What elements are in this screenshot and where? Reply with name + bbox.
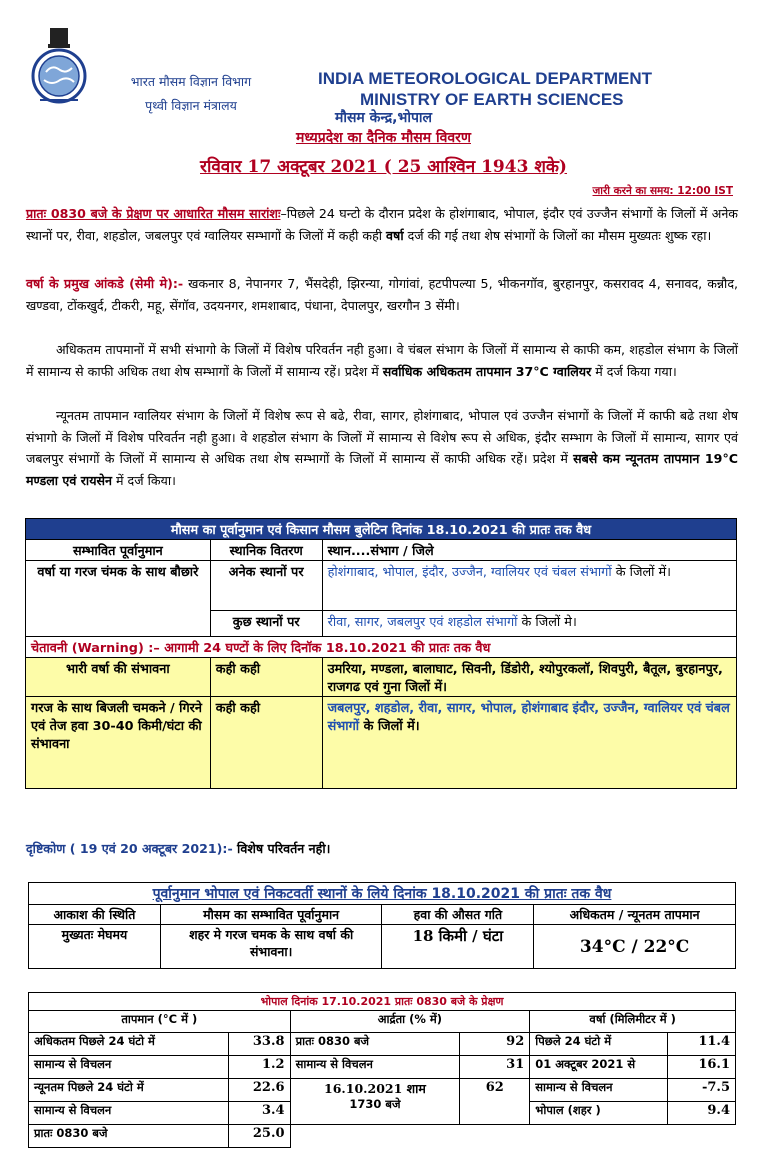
warning-row-2-places: जबलपुर, शहडोल, रीवा, सागर, भोपाल, होशंगाबाद इंदौर, उज्जैन, ग्वालियर एवं चंबल संभागों (327, 701, 730, 734)
warning-label: चेतावनी (Warning) :– (31, 641, 160, 656)
obs-humidity-value: 62 (460, 1079, 530, 1125)
forecast-row-1-dist: अनेक स्थानों पर (210, 561, 322, 611)
forecast-row-1-type: वर्षा या गरज चंमक के साथ बौछारे (26, 561, 211, 637)
outlook-label: दृष्टिकोण ( 19 एवं 20 अक्टूबर 2021):- (26, 841, 233, 856)
dept-english-line-1: INDIA METEOROLOGICAL DEPARTMENT (318, 69, 653, 88)
obs-temp-label: सामान्य से विचलन (29, 1056, 229, 1079)
obs-rain-label: पिछले 24 घंटो में (530, 1033, 668, 1056)
rain-header: वर्षा (मिलिमीटर में ) (530, 1011, 736, 1033)
obs-rain-label: सामान्य से विचलन (530, 1079, 668, 1102)
obs-rain-label: 01 अक्टूबर 2021 से (530, 1056, 668, 1079)
imd-emblem-icon (28, 28, 90, 106)
obs-rain-value: 16.1 (668, 1056, 736, 1079)
forecast-col-places: स्थान....संभाग / जिले (322, 540, 736, 561)
obs-humidity-value: 31 (460, 1056, 530, 1079)
max-temp-text-1: अधिकतम तापमानों में सभी संभागो के जिलों में विशेष परिवर्तन नही हुआ। वे चंबल संभाग के जिलों में सामान्य से काफी कम, शहडोल संभाग के जिलों में सामान्य से काफी अधिक तथा शेष सम्भागों के जिलों में सामान्य रहें। प्रदेश में (26, 342, 738, 379)
observation-title: भोपाल दिनांक 17.10.2021 प्रातः 0830 बजे के प्रेक्षण (29, 993, 736, 1011)
forecast-row-2-places-cell (322, 611, 736, 637)
report-date: रविवार 17 अक्टूबर 2021 ( 25 आश्विन 1943 शके) (200, 157, 567, 177)
summary-text-1: –पिछले 24 घन्टो के दौरान प्रदेश के होशंगाबाद, भोपाल, इंदौर एवं उज्जैन संभागों के जिलों में अनेक स्थानों पर, रीवा, शहडोल, जबलपुर एवं ग्वालियर सम्भागों के जिलों में कही कही (26, 206, 738, 243)
obs-temp-label: प्रातः 0830 बजे (29, 1125, 229, 1148)
obs-temp-value: 22.6 (228, 1079, 290, 1102)
summary-text-2: दर्ज की गई तथा शेष संभागों के जिलों का मौसम मुख्यतः शुष्क रहा। (403, 227, 712, 243)
page-title: मध्यप्रदेश का दैनिक मौसम विवरण (295, 130, 471, 146)
obs-humidity-value: 92 (460, 1033, 530, 1056)
warning-row-1-type: भारी वर्षा की संभावना (26, 658, 211, 697)
warning-row-2-places-cell (322, 697, 736, 789)
outlook (26, 840, 330, 857)
bhopal-col-weather: मौसम का सम्भावित पूर्वानुमान (160, 905, 382, 925)
rainfall-text: खकनार 8, नेपानगर 7, भैंसदेही, झिरन्या, गोगांवां, हटपीपल्या 5, भीकनगॉव, बुरहानपुर, कसरावद 4, सनावद, कन्नौद, खण्डवा, टोंकखुर्द, टीकरी, महू, सेंगॉव, उदयनगर, शमशाबाद, पंधाना, देपालपुर, खरगौन 3 सेंमी। (26, 276, 739, 313)
summary-label: प्रातः 0830 बजे के प्रेक्षण पर आधारित मौसम सारांशः (26, 206, 281, 221)
observation-table (28, 992, 736, 1148)
warning-text: आगामी 24 घण्टों के लिए दिनॉक 18.10.2021 की प्रातः तक वैध (159, 641, 491, 656)
warning-title (26, 637, 737, 658)
rainfall-paragraph (26, 273, 738, 316)
warning-row-2-suffix: के जिलों में। (359, 719, 420, 734)
obs-humidity-evening-cell (290, 1079, 460, 1125)
min-temp-bold: सबसे कम न्यूनतम तापमान 19°C मण्डला एवं रायसेन (26, 451, 738, 489)
forecast-title: मौसम का पूर्वानुमान एवं किसान मौसम बुलेटिन दिनांक 18.10.2021 की प्रातः तक वैध (26, 519, 737, 540)
obs-temp-value: 33.8 (228, 1033, 290, 1056)
forecast-row-2-places: रीवा, सागर, जबलपुर एवं शहडोल संभागों (327, 615, 518, 630)
warning-row-1-dist: कही कही (210, 658, 322, 697)
min-temp-text-2: में दर्ज किया। (112, 473, 176, 489)
bhopal-col-sky: आकाश की स्थिति (29, 905, 161, 925)
obs-temp-label: न्यूनतम पिछले 24 घंटो में (29, 1079, 229, 1102)
warning-row-2-dist: कही कही (210, 697, 322, 789)
bhopal-forecast-table (28, 882, 736, 969)
obs-rain-value: 11.4 (668, 1033, 736, 1056)
bhopal-weather: शहर मे गरज चमक के साथ वर्षा की संभावना। (160, 925, 382, 969)
outlook-text: विशेष परिवर्तन नही। (232, 841, 331, 856)
max-temp-bold: सर्वाधिक अधिकतम तापमान 37°C ग्वालियर (382, 363, 592, 379)
summary-paragraph (26, 203, 738, 246)
obs-humidity-label: सामान्य से विचलन (290, 1056, 460, 1079)
min-temp-text-1: न्यूनतम तापमान ग्वालियर संभाग के जिलों में विशेष रूप से बढे, रीवा, सागर, होशंगाबाद, भोपाल एवं उज्जैन संभागों के जिलों में काफी बढे तथा शेष संभागो के जिलों में विशेष परिवर्तन नही हुआ। वे शहडोल संभाग के जिलों में सामान्य से विशेष रूप से अधिक, इंदौर सम्भाग के जिलों में सामान्य, सागर एवं जबलपुर संभागों के जिलों में सामान्य से अधिक तथा शेष सम्भागों के जिलों में सामान्य सें काफी अधिक रहें। प्रदेश में (26, 408, 738, 467)
summary-rain-word: वर्षा (386, 227, 404, 243)
dept-hindi-line-1: भारत मौसम विज्ञान विभाग (130, 74, 252, 89)
obs-humidity-label: 16.10.2021 शाम (324, 1081, 426, 1096)
obs-rain-value: 9.4 (668, 1102, 736, 1125)
max-temp-text-2: में दर्ज किया गया। (591, 363, 677, 379)
obs-rain-label: भोपाल (शहर ) (530, 1102, 668, 1125)
warning-row-2-type: गरज के साथ बिजली चमकने / गिरने एवं तेज हवा 30-40 किमी/घंटा की संभावना (26, 697, 211, 789)
bhopal-col-wind: हवा की औसत गति (382, 905, 534, 925)
obs-temp-value: 3.4 (228, 1102, 290, 1125)
forecast-row-1-places-cell (322, 561, 736, 611)
dept-english-line-2: MINISTRY OF EARTH SCIENCES (360, 90, 624, 109)
rainfall-label: वर्षा के प्रमुख आंकडे (सेमी मे):- (26, 276, 184, 291)
max-temp-paragraph (26, 339, 738, 382)
obs-temp-value: 25.0 (228, 1125, 290, 1148)
forecast-table (25, 518, 737, 789)
bhopal-sky: मुख्यतः मेघमय (29, 925, 161, 969)
bhopal-temp: 34°C / 22°C (534, 925, 736, 969)
issue-time: जारी करने का समय: 12:00 IST (592, 185, 733, 197)
obs-temp-value: 1.2 (228, 1056, 290, 1079)
obs-rain-value: -7.5 (668, 1079, 736, 1102)
forecast-col-type: सम्भावित पूर्वानुमान (26, 540, 211, 561)
obs-humidity-label: प्रातः 0830 बजे (290, 1033, 460, 1056)
humidity-header: आर्द्रता (% में) (290, 1011, 530, 1033)
centre-name: मौसम केन्द्र,भोपाल (334, 110, 433, 126)
forecast-col-dist: स्थानिक वितरण (210, 540, 322, 561)
bhopal-col-temp: अधिकतम / न्यूनतम तापमान (534, 905, 736, 925)
forecast-row-1-suffix: के जिलों में। (611, 565, 672, 580)
bhopal-forecast-title: पूर्वानुमान भोपाल एवं निकटवर्ती स्थानों के लिये दिनांक 18.10.2021 की प्रातः तक वैध (29, 883, 736, 905)
dept-english (318, 68, 652, 110)
obs-humidity-label: 1730 बजे (349, 1097, 401, 1111)
forecast-row-1-places: होशंगाबाद, भोपाल, इंदौर, उज्जैन, ग्वालियर एवं चंबल संभागों (327, 565, 612, 580)
dept-hindi-line-2: पृथ्वी विज्ञान मंत्रालय (145, 98, 237, 113)
forecast-row-2-dist: कुछ स्थानों पर (210, 611, 322, 637)
bhopal-wind: 18 किमी / घंटा (382, 925, 534, 969)
obs-temp-label: अधिकतम पिछले 24 घंटो में (29, 1033, 229, 1056)
forecast-row-2-suffix: के जिलों मे। (517, 615, 577, 630)
obs-temp-label: सामान्य से विचलन (29, 1102, 229, 1125)
min-temp-paragraph (26, 405, 738, 492)
obs-empty-cell (290, 1125, 735, 1148)
temp-header: तापमान (°C में ) (29, 1011, 291, 1033)
warning-row-1-places: उमरिया, मण्डला, बालाघाट, सिवनी, डिंडोरी, श्योपुरकलॉ, शिवपुरी, बैतूल, बुरहानपुर, राजगढ एवं गुना जिलों में। (322, 658, 736, 697)
